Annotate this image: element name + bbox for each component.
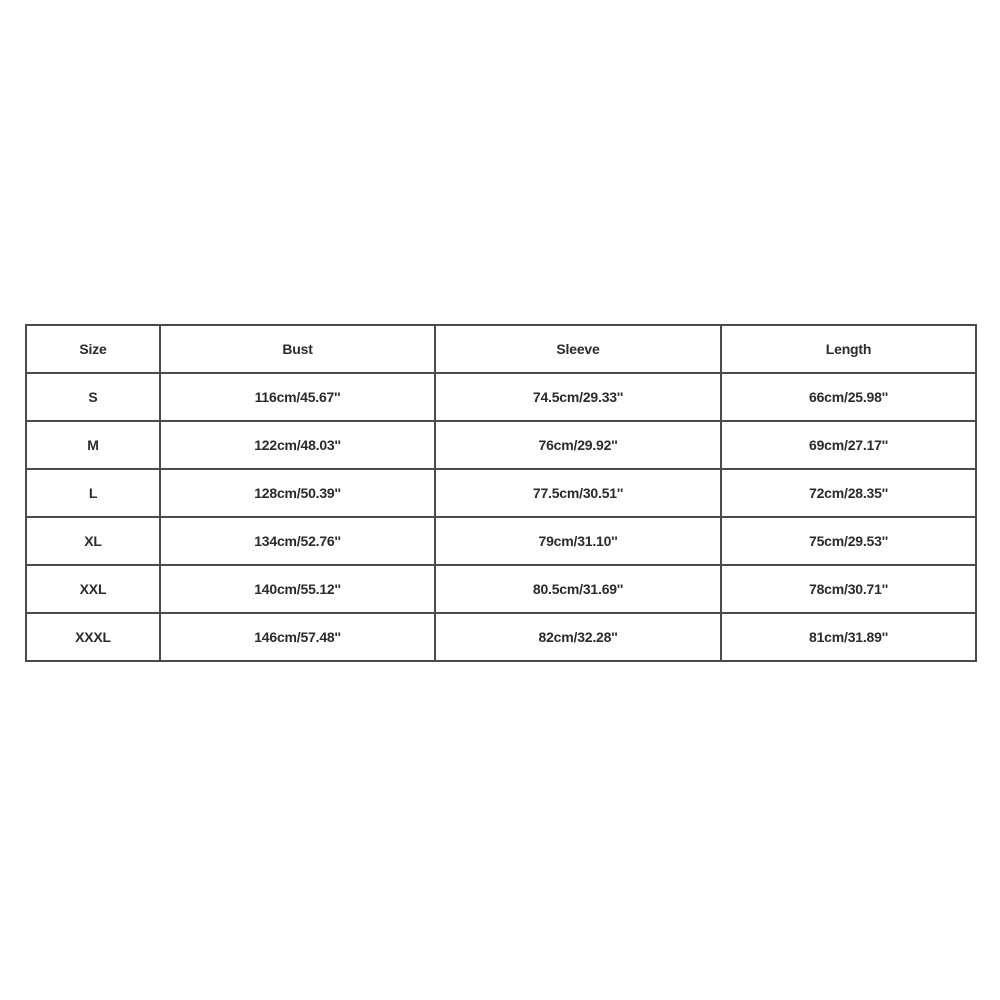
cell-length: 69cm/27.17'' [721, 421, 976, 469]
cell-bust: 146cm/57.48'' [160, 613, 435, 661]
header-bust: Bust [160, 325, 435, 373]
cell-length: 78cm/30.71'' [721, 565, 976, 613]
cell-bust: 140cm/55.12'' [160, 565, 435, 613]
cell-bust: 122cm/48.03'' [160, 421, 435, 469]
cell-size: L [26, 469, 160, 517]
cell-size: XL [26, 517, 160, 565]
table-row [26, 565, 976, 613]
cell-size: XXXL [26, 613, 160, 661]
cell-sleeve: 77.5cm/30.51'' [435, 469, 721, 517]
cell-sleeve: 74.5cm/29.33'' [435, 373, 721, 421]
cell-length: 72cm/28.35'' [721, 469, 976, 517]
cell-length: 75cm/29.53'' [721, 517, 976, 565]
table-header-row [26, 325, 976, 373]
cell-size: M [26, 421, 160, 469]
header-size: Size [26, 325, 160, 373]
cell-sleeve: 82cm/32.28'' [435, 613, 721, 661]
header-length: Length [721, 325, 976, 373]
table-row [26, 613, 976, 661]
cell-sleeve: 76cm/29.92'' [435, 421, 721, 469]
cell-size: XXL [26, 565, 160, 613]
cell-size: S [26, 373, 160, 421]
table-row [26, 469, 976, 517]
table-row [26, 517, 976, 565]
cell-sleeve: 79cm/31.10'' [435, 517, 721, 565]
cell-length: 66cm/25.98'' [721, 373, 976, 421]
cell-bust: 134cm/52.76'' [160, 517, 435, 565]
header-sleeve: Sleeve [435, 325, 721, 373]
table-row [26, 373, 976, 421]
cell-bust: 128cm/50.39'' [160, 469, 435, 517]
size-chart-table [25, 324, 977, 662]
cell-sleeve: 80.5cm/31.69'' [435, 565, 721, 613]
table-row [26, 421, 976, 469]
cell-bust: 116cm/45.67'' [160, 373, 435, 421]
cell-length: 81cm/31.89'' [721, 613, 976, 661]
